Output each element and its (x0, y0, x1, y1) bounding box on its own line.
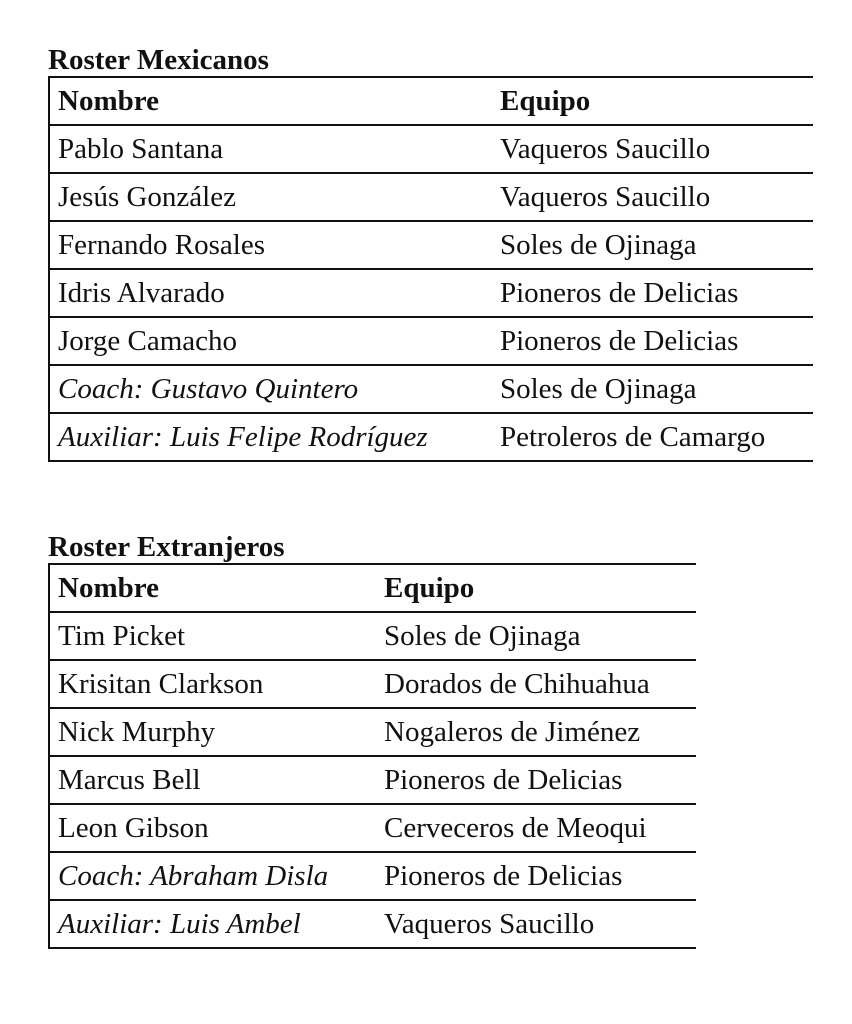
player-name: Pablo Santana (49, 125, 500, 173)
column-header-team: Equipo (384, 564, 696, 612)
table-row (49, 173, 813, 221)
assistant-team: Vaqueros Saucillo (384, 900, 696, 948)
table-row-assistant (49, 900, 696, 948)
table-row (49, 612, 696, 660)
player-name: Tim Picket (49, 612, 384, 660)
player-name: Idris Alvarado (49, 269, 500, 317)
player-name: Marcus Bell (49, 756, 384, 804)
player-team: Vaqueros Saucillo (500, 173, 813, 221)
column-header-name: Nombre (49, 564, 384, 612)
roster-mexicanos-table (48, 76, 813, 462)
coach-team: Pioneros de Delicias (384, 852, 696, 900)
table-row (49, 125, 813, 173)
player-name: Fernando Rosales (49, 221, 500, 269)
player-team: Cerveceros de Meoqui (384, 804, 696, 852)
player-team: Dorados de Chihuahua (384, 660, 696, 708)
roster-extranjeros-section (48, 531, 696, 949)
player-team: Pioneros de Delicias (500, 269, 813, 317)
table-header-row (49, 77, 813, 125)
assistant-name: Auxiliar: Luis Ambel (49, 900, 384, 948)
table-row-assistant (49, 413, 813, 461)
table-row-coach (49, 852, 696, 900)
assistant-name: Auxiliar: Luis Felipe Rodríguez (49, 413, 500, 461)
table-row (49, 756, 696, 804)
player-name: Leon Gibson (49, 804, 384, 852)
table-row (49, 269, 813, 317)
player-team: Pioneros de Delicias (384, 756, 696, 804)
assistant-team: Petroleros de Camargo (500, 413, 813, 461)
player-team: Soles de Ojinaga (500, 221, 813, 269)
coach-team: Soles de Ojinaga (500, 365, 813, 413)
player-team: Nogaleros de Jiménez (384, 708, 696, 756)
player-name: Jesús González (49, 173, 500, 221)
column-header-name: Nombre (49, 77, 500, 125)
coach-name: Coach: Gustavo Quintero (49, 365, 500, 413)
player-name: Jorge Camacho (49, 317, 500, 365)
player-name: Nick Murphy (49, 708, 384, 756)
table-header-row (49, 564, 696, 612)
table-row (49, 317, 813, 365)
roster-extranjeros-title: Roster Extranjeros (48, 531, 285, 563)
player-team: Soles de Ojinaga (384, 612, 696, 660)
roster-mexicanos-title: Roster Mexicanos (48, 44, 269, 76)
player-team: Vaqueros Saucillo (500, 125, 813, 173)
roster-mexicanos-section (48, 44, 813, 462)
table-row-coach (49, 365, 813, 413)
table-row (49, 660, 696, 708)
player-name: Krisitan Clarkson (49, 660, 384, 708)
roster-extranjeros-table (48, 563, 696, 949)
table-row (49, 804, 696, 852)
coach-name: Coach: Abraham Disla (49, 852, 384, 900)
column-header-team: Equipo (500, 77, 813, 125)
table-row (49, 708, 696, 756)
table-row (49, 221, 813, 269)
player-team: Pioneros de Delicias (500, 317, 813, 365)
